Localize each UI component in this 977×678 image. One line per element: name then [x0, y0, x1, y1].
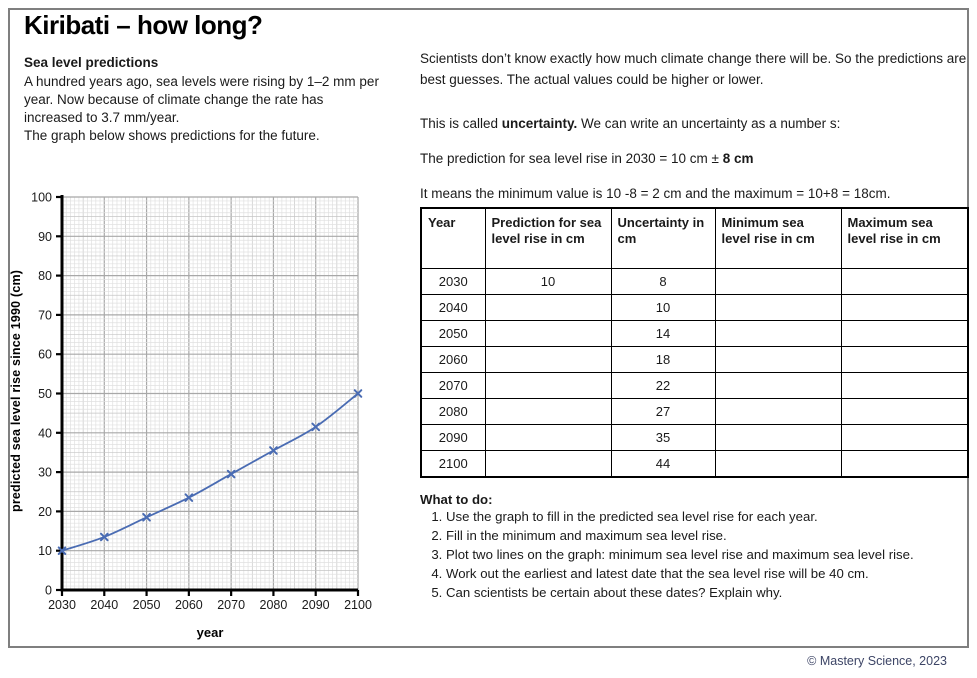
table-cell: 2100	[421, 451, 485, 478]
table-cell	[715, 399, 841, 425]
task-list	[420, 509, 977, 600]
table-header-cell: Year	[421, 208, 485, 269]
svg-text:60: 60	[38, 347, 52, 362]
table-cell	[841, 321, 968, 347]
table-row	[421, 321, 968, 347]
task-item: 1. Use the graph to fill in the predicted sea level rise for each year.	[446, 509, 977, 524]
svg-text:2040: 2040	[90, 598, 119, 612]
table-cell: 10	[485, 269, 611, 295]
svg-text:2050: 2050	[132, 598, 161, 612]
body-text: The graph below shows predictions for the future.	[24, 128, 320, 143]
svg-text:80: 80	[38, 269, 52, 284]
table-header-cell: Minimum sea level rise in cm	[715, 208, 841, 269]
text-segment: We can write an uncertainty as a number s:	[577, 116, 841, 131]
what-to-do-heading: What to do:	[420, 492, 493, 507]
table-cell	[715, 295, 841, 321]
table-cell	[715, 347, 841, 373]
table-header-row	[421, 208, 968, 269]
table-cell	[485, 425, 611, 451]
svg-text:100: 100	[31, 190, 52, 205]
table-cell: 2040	[421, 295, 485, 321]
svg-text:10: 10	[38, 544, 52, 559]
sea-level-chart	[14, 186, 392, 648]
svg-text:40: 40	[38, 426, 52, 441]
table-header-cell: Prediction for sea level rise in cm	[485, 208, 611, 269]
table-row	[421, 399, 968, 425]
table-cell	[485, 321, 611, 347]
svg-text:50: 50	[38, 387, 52, 401]
svg-text:90: 90	[38, 229, 52, 244]
svg-text:2030: 2030	[48, 598, 76, 612]
table-cell	[715, 451, 841, 478]
table-cell: 2030	[421, 269, 485, 295]
table-cell	[841, 295, 968, 321]
task-item: 5. Can scientists be certain about these dates? Explain why.	[446, 585, 977, 600]
table-cell	[715, 425, 841, 451]
table-row	[421, 425, 968, 451]
sea-level-graph	[14, 186, 392, 648]
table-header-cell: Maximum sea level rise in cm	[841, 208, 968, 269]
table-cell: 2080	[421, 399, 485, 425]
predictions-table	[420, 207, 969, 478]
table-cell: 27	[611, 399, 715, 425]
text-segment: The prediction for sea level rise in 2030 = 10 cm ±	[420, 151, 723, 166]
table-cell: 2050	[421, 321, 485, 347]
table-cell	[841, 425, 968, 451]
svg-text:20: 20	[38, 504, 52, 519]
page-title: Kiribati – how long?	[24, 10, 263, 40]
svg-text:2060: 2060	[174, 598, 203, 612]
table-cell: 35	[611, 425, 715, 451]
y-axis-label: predicted sea level rise since 1990 (cm)	[9, 269, 23, 512]
table-cell	[485, 399, 611, 425]
copyright-footer: © Mastery Science, 2023	[807, 654, 947, 668]
svg-text:0: 0	[45, 583, 52, 598]
svg-text:30: 30	[38, 465, 52, 480]
what-to-do-section	[420, 492, 977, 604]
svg-text:2070: 2070	[217, 598, 246, 612]
table-row	[421, 451, 968, 478]
table-cell	[841, 269, 968, 295]
table-row	[421, 295, 968, 321]
table-cell	[485, 373, 611, 399]
table-cell: 2060	[421, 347, 485, 373]
table-row	[421, 269, 968, 295]
table-cell	[841, 373, 968, 399]
table-cell: 2070	[421, 373, 485, 399]
table-cell	[841, 451, 968, 478]
uncertainty-definition-text	[420, 113, 971, 134]
table-cell	[841, 399, 968, 425]
task-item: 4. Work out the earliest and latest date that the sea level rise will be 40 cm.	[446, 566, 977, 581]
table-row	[421, 347, 968, 373]
uncertainty-intro-text: Scientists don’t know exactly how much climate change there will be. So the predictions are best guesses. The actual values could be higher or lower.	[420, 51, 967, 87]
body-text: A hundred years ago, sea levels were rising by 1–2 mm per year. Now because of climate change the rate has increased to 3.7 mm/year.	[24, 74, 379, 125]
svg-text:2090: 2090	[301, 598, 330, 612]
table-cell: 2090	[421, 425, 485, 451]
table-cell: 14	[611, 321, 715, 347]
table-header-cell: Uncertainty in cm	[611, 208, 715, 269]
table-cell	[715, 321, 841, 347]
table-cell: 44	[611, 451, 715, 478]
table-row	[421, 373, 968, 399]
text-segment: This is called	[420, 116, 502, 131]
table-cell	[485, 451, 611, 478]
svg-text:2080: 2080	[259, 598, 288, 612]
table-cell: 8	[611, 269, 715, 295]
task-item: 3. Plot two lines on the graph: minimum sea level rise and maximum sea level rise.	[446, 547, 977, 562]
task-item: 2. Fill in the minimum and maximum sea level rise.	[446, 528, 977, 543]
sea-level-predictions-section	[24, 54, 384, 145]
min-max-explanation-text: It means the minimum value is 10 -8 = 2 cm and the maximum = 10+8 = 18cm.	[420, 186, 891, 201]
uncertainty-value: 8 cm	[722, 151, 754, 166]
svg-text:2100: 2100	[344, 598, 372, 612]
uncertainty-keyword: uncertainty.	[501, 116, 578, 131]
svg-text:70: 70	[38, 308, 52, 323]
table-cell: 22	[611, 373, 715, 399]
table-cell	[841, 347, 968, 373]
svg-text:year: year	[196, 625, 224, 640]
prediction-example-text	[420, 148, 971, 169]
table-cell: 18	[611, 347, 715, 373]
table-cell: 10	[611, 295, 715, 321]
table-cell	[485, 295, 611, 321]
table-cell	[715, 373, 841, 399]
table-cell	[485, 347, 611, 373]
table-cell	[715, 269, 841, 295]
section-heading: Sea level predictions	[24, 55, 159, 70]
